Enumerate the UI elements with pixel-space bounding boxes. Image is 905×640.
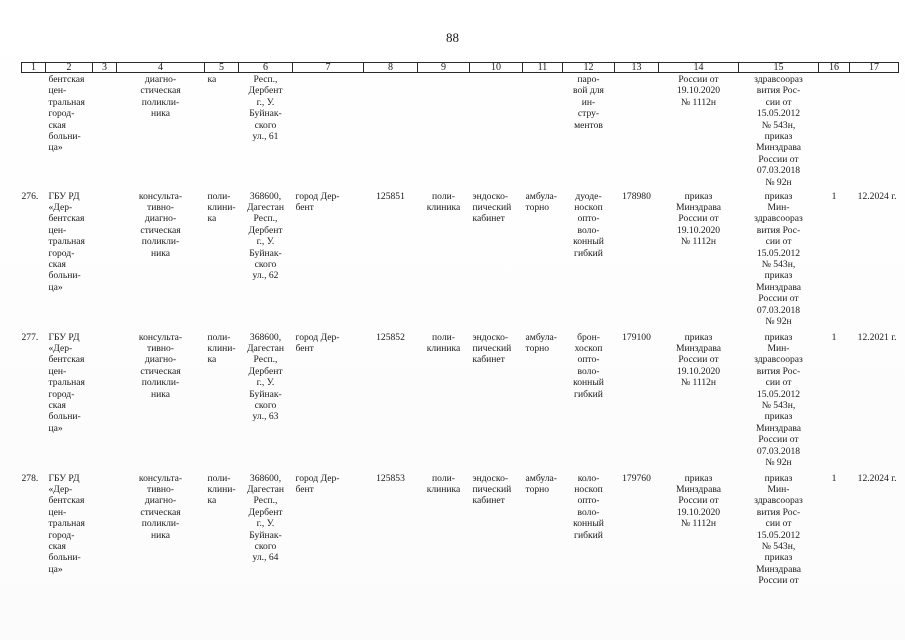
- col-header: 15: [739, 63, 819, 73]
- equipment-name: коло- носкоп опто- воло- конный гибкий: [573, 472, 604, 541]
- equipment-code: 178980: [622, 190, 651, 202]
- order-reference: приказ Минздрава России от 19.10.2020 № 1112н: [675, 472, 721, 530]
- col-header: 8: [364, 63, 418, 73]
- col-header: 11: [523, 63, 563, 73]
- oktmo-code: [364, 73, 418, 191]
- oktmo-code: 125853: [376, 472, 405, 484]
- equipment-code: [615, 73, 659, 191]
- col-header: 4: [117, 63, 205, 73]
- equipment-name: паро- вой для ин- стру- ментов: [573, 74, 604, 131]
- oktmo-code: 125851: [376, 190, 405, 202]
- order-reference-extra: здравсоораз вития Рос- сии от 15.05.2012 № 543н, приказ Минздрава России от 07.03.2018 № 92н: [754, 74, 803, 188]
- room: [470, 73, 523, 191]
- room: эндоско- пический кабинет: [472, 331, 512, 366]
- organization-name: ГБУ РД «Дер- бентская цен- тральная город- ская больни- ца»: [48, 190, 85, 293]
- locality: город Дер- бент: [295, 472, 340, 495]
- quantity: 1: [831, 472, 837, 484]
- quantity: 1: [831, 190, 837, 202]
- delivery-date: [850, 73, 899, 191]
- locality: город Дер- бент: [295, 190, 340, 213]
- order-reference: приказ Минздрава России от 19.10.2020 № 1112н: [675, 190, 721, 248]
- col-header: 14: [659, 63, 739, 73]
- cell-col-3: [93, 191, 117, 332]
- cell-col-3: [93, 73, 117, 191]
- department: консульта- тивно- диагно- стическая поликли- ника: [138, 331, 183, 400]
- order-reference-extra: приказ Мин- здравсоораз вития Рос- сии от 15.05.2012 № 543н, приказ Минздрава России от: [754, 472, 803, 587]
- equipment-name: дуоде- носкоп опто- воло- конный гибкий: [573, 190, 604, 259]
- care-conditions: амбула- торно: [525, 190, 557, 213]
- care-conditions: [523, 73, 563, 191]
- organization-name: ГБУ РД «Дер- бентская цен- тральная город- ская больни- ца»: [48, 331, 85, 434]
- organization-name: ГБУ РД «Дер- бентская цен- тральная город- ская больни- ца»: [48, 472, 85, 575]
- care-conditions: амбула- торно: [525, 331, 557, 354]
- order-reference-extra: приказ Мин- здравсоораз вития Рос- сии от 15.05.2012 № 543н, приказ Минздрава России от 07.03.2018 № 92н: [754, 331, 803, 468]
- locality: [293, 73, 364, 191]
- delivery-date: 12.2021 г.: [857, 331, 897, 343]
- address: Респ., Дербент г., У. Буйнак- ского ул., 61: [248, 74, 283, 143]
- row-number: 278.: [21, 472, 39, 484]
- table-row: [22, 332, 899, 473]
- page-number: 88: [446, 30, 459, 45]
- table-row: [22, 73, 899, 191]
- delivery-date: 12.2024 г.: [857, 472, 897, 484]
- table-row: [22, 191, 899, 332]
- col-header: 12: [563, 63, 615, 73]
- equipment-code: 179760: [622, 472, 651, 484]
- col-header: 7: [293, 63, 364, 73]
- room: эндоско- пический кабинет: [472, 472, 512, 507]
- order-reference: приказ Минздрава России от 19.10.2020 № 1112н: [675, 331, 721, 389]
- unit-type: ка: [207, 74, 217, 85]
- cell-col-3: [93, 473, 117, 603]
- subdivision: поли- клиника: [426, 331, 461, 354]
- equipment-name: брон- хоскоп опто- воло- конный гибкий: [573, 331, 604, 400]
- col-header: 17: [850, 63, 899, 73]
- quantity: [819, 73, 850, 191]
- col-header: 2: [46, 63, 93, 73]
- col-header: 10: [470, 63, 523, 73]
- department: диагно- стическая поликли- ника: [140, 74, 181, 120]
- order-reference-extra: приказ Мин- здравсоораз вития Рос- сии от 15.05.2012 № 543н, приказ Минздрава России от 07.03.2018 № 92н: [754, 190, 803, 327]
- unit-type: поли- клини- ка: [207, 331, 236, 366]
- department: консульта- тивно- диагно- стическая поликли- ника: [138, 472, 183, 541]
- subdivision: поли- клиника: [426, 472, 461, 495]
- address: 368600, Дагестан Респ., Дербент г., У. Буйнак- ского ул., 62: [246, 190, 285, 282]
- cell-col-3: [93, 332, 117, 473]
- col-header: 1: [22, 63, 46, 73]
- room: эндоско- пический кабинет: [472, 190, 512, 225]
- column-number-header: [22, 63, 899, 73]
- care-conditions: амбула- торно: [525, 472, 557, 495]
- equipment-code: 179100: [622, 331, 651, 343]
- col-header: 16: [819, 63, 850, 73]
- col-header: 13: [615, 63, 659, 73]
- unit-type: поли- клини- ка: [207, 472, 236, 507]
- address: 368600, Дагестан Респ., Дербент г., У. Буйнак- ского ул., 63: [246, 331, 285, 423]
- row-number: 276.: [21, 190, 39, 202]
- col-header: 5: [205, 63, 239, 73]
- col-header: 3: [93, 63, 117, 73]
- department: консульта- тивно- диагно- стическая поликли- ника: [138, 190, 183, 259]
- organization-name: бентская цен- тральная город- ская больни- ца»: [48, 74, 85, 154]
- table-row: [22, 473, 899, 603]
- quantity: 1: [831, 331, 837, 343]
- subdivision: [418, 73, 470, 191]
- unit-type: поли- клини- ка: [207, 190, 236, 225]
- oktmo-code: 125852: [376, 331, 405, 343]
- address: 368600, Дагестан Респ., Дербент г., У. Буйнак- ского ул., 64: [246, 472, 285, 564]
- col-header: 9: [418, 63, 470, 73]
- delivery-date: 12.2024 г.: [857, 190, 897, 202]
- equipment-register-table: [21, 62, 899, 603]
- subdivision: поли- клиника: [426, 190, 461, 213]
- row-number: [22, 73, 46, 191]
- row-number: 277.: [21, 331, 39, 343]
- order-reference: России от 19.10.2020 № 1112н: [676, 74, 721, 108]
- locality: город Дер- бент: [295, 331, 340, 354]
- col-header: 6: [239, 63, 293, 73]
